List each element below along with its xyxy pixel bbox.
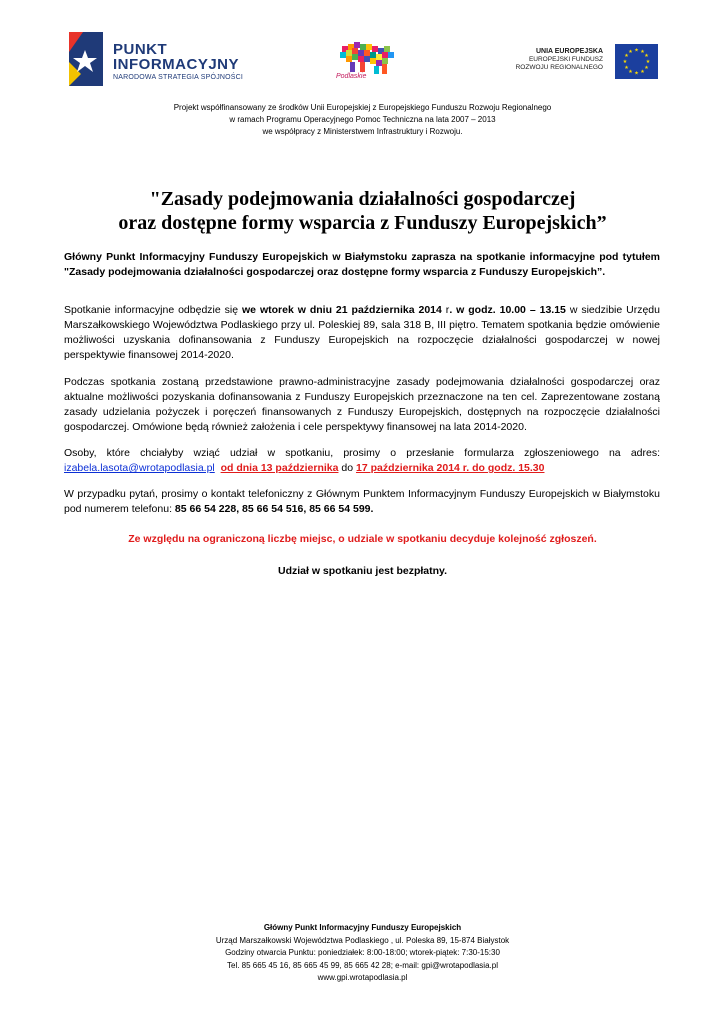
- cofinancing-line1: Projekt współfinansowany ze środków Unii Europejskiej z Europejskiego Funduszu Rozwoju Regionalnego: [173, 103, 552, 112]
- svg-text:★: ★: [634, 70, 639, 77]
- cofinancing-note: [0, 102, 725, 138]
- p2-text-r: r: [441, 304, 450, 316]
- page-header: [0, 0, 725, 100]
- svg-text:★: ★: [624, 53, 629, 59]
- svg-text:★: ★: [644, 53, 649, 59]
- podlaskie-label: Podlaskie: [336, 73, 367, 80]
- intro-paragraph: Główny Punkt Informacyjny Funduszy Europejskich w Białymstoku zaprasza na spotkanie informacyjne pod tytułem "Zasady podejmowania działalności gospodarczej oraz dostępne formy wsparcia z Funduszy Europejskich”.: [64, 251, 660, 278]
- registration-paragraph: [64, 446, 660, 476]
- meeting-details-paragraph: [64, 303, 660, 363]
- svg-text:★: ★: [640, 49, 645, 55]
- punkt-wordmark: [113, 42, 243, 83]
- p4-text-a: Osoby, które chciałyby wziąć udział w spotkaniu, prosimy o przesłanie formularza zgłoszeniowego na adres:: [64, 447, 660, 459]
- eu-line2: EUROPEJSKI FUNDUSZ: [528, 56, 603, 63]
- registration-deadline: 17 października 2014 r. do godz. 15.30: [355, 462, 545, 474]
- bison-mosaic-icon: [330, 42, 410, 74]
- program-paragraph: Podczas spotkania zostaną przedstawione prawno-administracyjne zasady podejmowania działalności gospodarczej oraz aktualne możliwości pozyskania dofinansowania z Funduszy Europejskich przeznaczone na ten cel. Zaprezentowane zostaną zasady udzielania pożyczek i poręczeń finansowanych z Funduszy Europejskich, dostępnych na rozpoczęcie działalności gospodarczej. Omówione będą również założenia i cele perspektywy finansowej na lata 2014-2020.: [64, 376, 660, 433]
- page-footer: [0, 922, 725, 985]
- cofinancing-line3: we współpracy z Ministerstwem Infrastruktury i Rozwoju.: [262, 127, 463, 136]
- meeting-date: we wtorek w dniu 21 października 2014: [242, 304, 442, 316]
- punkt-informacyjny-logo: [63, 30, 263, 92]
- title-line1: "Zasady podejmowania działalności gospodarczej: [149, 188, 576, 210]
- meeting-time: . w godz. 10.00 – 13.15: [449, 304, 566, 316]
- svg-text:★: ★: [640, 69, 645, 75]
- punkt-star-icon: [63, 30, 108, 88]
- eu-logo: [505, 44, 665, 84]
- footer-line2: Urząd Marszałkowski Województwa Podlaskiego , ul. Poleska 89, 15-874 Białystok: [215, 935, 510, 945]
- podlaskie-bison-logo: [330, 42, 410, 87]
- svg-text:★: ★: [644, 65, 649, 71]
- svg-text:★: ★: [624, 65, 629, 71]
- p2-text-a: Spotkanie informacyjne odbędzie się: [64, 304, 243, 316]
- svg-text:★: ★: [628, 69, 633, 75]
- document-title: [0, 187, 725, 235]
- p4-text-c: do: [338, 462, 356, 474]
- footer-line4: Tel. 85 665 45 16, 85 665 45 99, 85 665 42 28; e-mail: gpi@wrotapodlasia.pl: [227, 960, 498, 970]
- email-link[interactable]: izabela.lasota@wrotapodlasia.pl: [64, 462, 215, 474]
- limited-seats-notice: Ze względu na ograniczoną liczbę miejsc, o udziale w spotkaniu decyduje kolejność zgłoszeń.: [128, 533, 597, 545]
- cofinancing-line2: w ramach Programu Operacyjnego Pomoc Techniczna na lata 2007 – 2013: [229, 115, 496, 124]
- svg-text:★: ★: [622, 59, 628, 65]
- contact-paragraph: [64, 487, 660, 517]
- p5-text-a: W przypadku pytań, prosimy o kontakt telefoniczny z Głównym Punktem Informacyjnym Funduszy Europejskich w Białymstoku pod numerem telefonu:: [64, 488, 660, 515]
- title-line2: oraz dostępne formy wsparcia z Funduszy Europejskich”: [118, 212, 607, 234]
- eu-text: [516, 48, 603, 72]
- svg-text:★: ★: [628, 49, 633, 55]
- punkt-line3: NARODOWA STRATEGIA SPÓJNOŚCI: [113, 74, 244, 81]
- phone-numbers: 85 66 54 228, 85 66 54 516, 85 66 54 599.: [174, 503, 374, 515]
- eu-line3: ROZWOJU REGIONALNEGO: [515, 64, 603, 71]
- svg-text:★: ★: [634, 47, 639, 54]
- p2-text-e: w siedzibie Urzędu Marszałkowskiego Województwa Podlaskiego przy ul. Poleskiej 89, sala 318 B, III piętro. Tematem spotkania będzie omówienie możliwości uzyskania dofinansowania z Funduszy Europejskich na rozpoczęcie działalności gospodarczej w nowej perspektywie finansowej 2014-2020.: [64, 304, 660, 361]
- svg-text:★: ★: [645, 59, 651, 65]
- free-participation-note: Udział w spotkaniu jest bezpłatny.: [278, 565, 447, 577]
- registration-start-date: od dnia 13 października: [220, 462, 339, 474]
- punkt-line1: PUNKT: [113, 41, 168, 58]
- footer-line5: www.gpi.wrotapodlasia.pl: [317, 973, 408, 982]
- eu-line1: UNIA EUROPEJSKA: [535, 48, 603, 55]
- footer-line3: Godziny otwarcia Punktu: poniedziałek: 8:00-18:00; wtorek-piątek: 7:30-15:30: [225, 948, 500, 957]
- eu-flag-icon: [615, 44, 658, 79]
- punkt-line2: INFORMACYJNY: [113, 56, 240, 73]
- footer-line1: Główny Punkt Informacyjny Funduszy Europejskich: [263, 923, 462, 932]
